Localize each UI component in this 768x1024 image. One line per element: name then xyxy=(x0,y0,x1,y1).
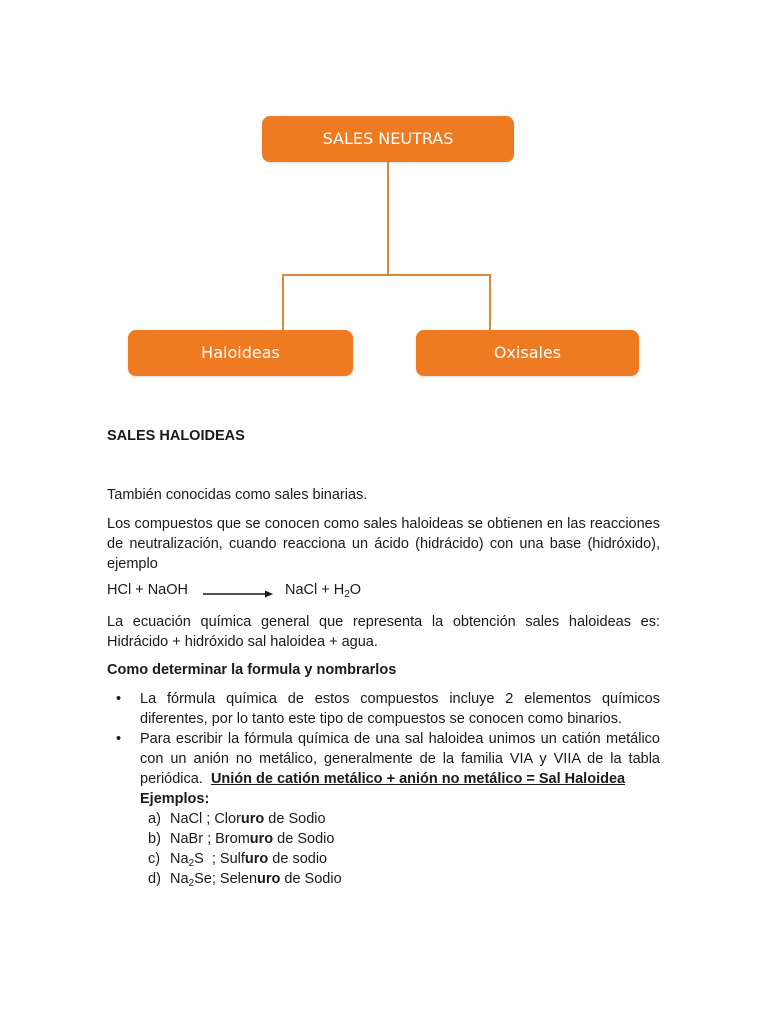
connector-line xyxy=(282,274,491,276)
list-item: • Para escribir la fórmula química de una sal haloidea unimos un catión metálico con un anión no metálico, generalmente de la familia VIA y VIIA de la tabla periódica. Unión de catión metálico + anión no metálico = Sal Haloidea xyxy=(116,731,660,787)
paragraph-neutralization: Los compuestos que se conocen como sales haloideas se obtienen en las reacciones de neutralización, cuando reacciona un ácido (hidrácido) con una base (hidróxido), ejemplo xyxy=(107,516,660,572)
list-item: d) $Na_2Se$; Selenuro de Sodio xyxy=(148,871,342,889)
connector-line xyxy=(489,274,491,330)
node-label: SALES NEUTRAS xyxy=(322,129,454,148)
list-item: • La fórmula química de estos compuestos incluye 2 elementos químicos diferentes, por lo tanto este tipo de compuestos se conocen como binarios. xyxy=(116,691,660,727)
reaction-arrow-icon xyxy=(203,589,273,599)
examples-title: Ejemplos: xyxy=(140,791,210,807)
diagram-node-sales-neutras xyxy=(262,116,514,162)
list-item: a) NaCl ; Cloruro de Sodio xyxy=(148,811,326,827)
paragraph-general-equation: La ecuación química general que representa la obtención sales haloideas es: Hidrácido + hidróxido sal haloidea + agua. xyxy=(107,614,660,650)
diagram-node-oxisales xyxy=(416,330,639,376)
node-label: Haloideas xyxy=(201,343,280,362)
rule-text: Unión de catión metálico + anión no metálico = Sal Haloidea xyxy=(210,771,626,787)
bullet-icon: • xyxy=(116,731,122,747)
connector-line xyxy=(387,162,389,275)
intro-text: También conocidas como sales binarias. xyxy=(107,487,368,503)
bullet-list xyxy=(107,689,660,889)
node-label: Oxisales xyxy=(493,343,562,362)
list-item: b) NaBr ; Bromuro de Sodio xyxy=(148,831,335,847)
diagram-node-haloideas xyxy=(128,330,353,376)
subheading: Como determinar la formula y nombrarlos xyxy=(107,662,397,678)
equation-right: NaCl + $H_2O$ xyxy=(285,582,362,600)
bullet-icon: • xyxy=(116,691,122,707)
section-title: SALES HALOIDEAS xyxy=(107,428,245,444)
equation-left: HCl + NaOH xyxy=(107,582,188,598)
concept-diagram xyxy=(0,0,768,400)
list-item: c) $Na_2S$ ; Sulfuro de sodio xyxy=(148,851,328,869)
connector-line xyxy=(282,274,284,330)
examples-list xyxy=(107,809,660,889)
